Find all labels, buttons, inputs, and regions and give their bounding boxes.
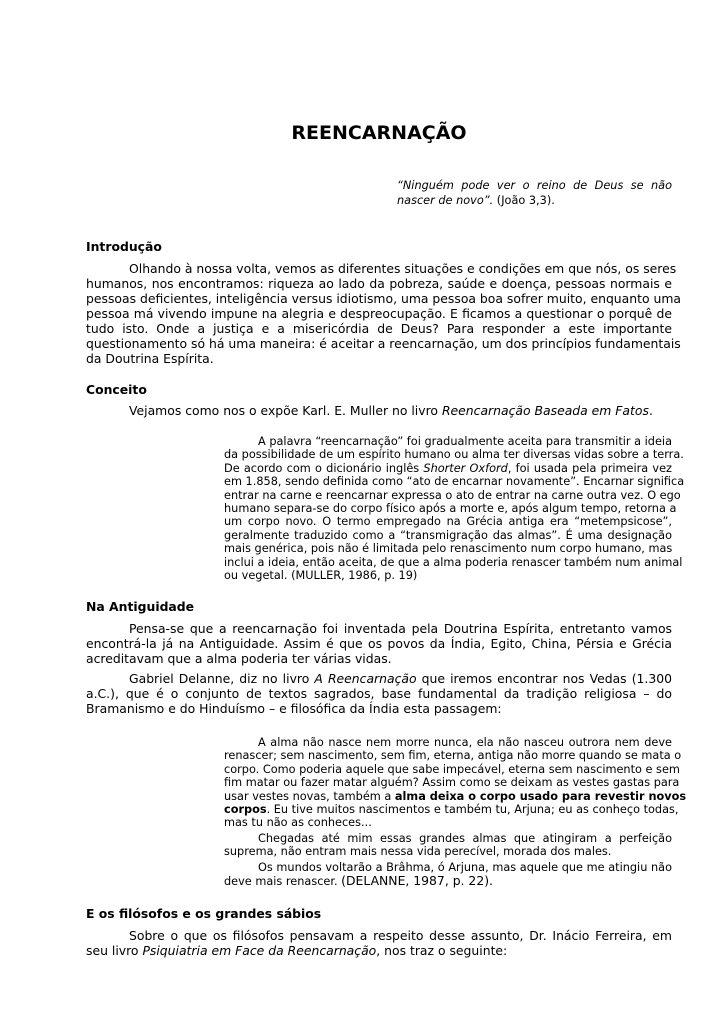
- quote-line: corpo. Como poderia aquele que sabe impecável, eterna sem nascimento e sem: [224, 762, 680, 776]
- text-line: seu livro: [86, 943, 143, 958]
- quote-line: mas tu não as conheces...: [224, 816, 372, 830]
- quote-line: ou vegetal. (MULLER, 1986, p. 19): [224, 569, 418, 583]
- quote-line: [224, 462, 672, 475]
- quote-line: [224, 874, 672, 888]
- block-quote-muller: [224, 435, 685, 583]
- text-line: que iremos encontrar nos Vedas (1.300: [416, 671, 672, 686]
- paragraph-introducao: [86, 261, 681, 366]
- quote-bold: corpos: [224, 803, 267, 817]
- quote-line: um corpo novo. O termo empregado na Grécia antiga era “metempsicose”,: [224, 515, 672, 529]
- quote-text: usar vestes novas, também a: [224, 789, 395, 803]
- text-line: encontrá-la já na Antiguidade. Assim é que os povos da Índia, Egito, China, Pérsia e Grécia: [86, 636, 672, 651]
- heading-conceito: Conceito: [86, 382, 147, 397]
- quote-line: A alma não nasce nem morre nunca, ela não nasceu outrora nem deve: [258, 736, 672, 749]
- quote-reference: (DELANNE, 1987, p. 22).: [341, 873, 493, 889]
- paragraph-antiguidade-2: [86, 671, 672, 716]
- quote-line: fim matar ou fazer matar alguém? Assim como se deixam as vestes gastas para: [224, 776, 680, 790]
- text-line: humanos, nos encontramos: riqueza ao lado da pobreza, saúde e doença, pessoas normais e: [86, 276, 672, 291]
- text-line: pessoa má vivendo impune na alegria e despreocupação. E ficamos a questionar o porquê de: [86, 306, 672, 321]
- text-line: [86, 943, 672, 958]
- quote-line: Os mundos voltarão a Brâhma, ó Arjuna, mas aquele que me atingiu não: [258, 860, 672, 874]
- text-line: a.C.), que é o conjunto de textos sagrados, base fundamental da tradição religiosa – do: [86, 686, 672, 701]
- epigraph-quote: “Ninguém pode ver o reino de Deus se não nascer de novo”.: [397, 179, 672, 207]
- epigraph: [397, 178, 672, 208]
- quote-line: Chegadas até mim essas grandes almas que atingiram a perfeição: [258, 831, 672, 845]
- quote-line: [224, 803, 679, 817]
- text-line: Gabriel Delanne, diz no livro: [129, 671, 315, 686]
- paragraph-antiguidade-1: [86, 621, 672, 666]
- paragraph-conceito: [86, 403, 672, 418]
- quote-line: entrar na carne e reencarnar expressa o ato de entrar na carne outra vez. O ego: [224, 488, 681, 502]
- book-title: Reencarnação Baseada em Fatos: [441, 403, 649, 418]
- book-title: Psiquiatria em Face da Reencarnação: [142, 943, 377, 958]
- quote-line: suprema, não entram mais nessa vida perecível, morada dos males.: [224, 845, 612, 859]
- dictionary-title: Shorter Oxford: [423, 461, 508, 475]
- paragraph-filosofos: [86, 928, 672, 958]
- text-line: Sobre o que os filósofos pensavam a respeito desse assunto, Dr. Inácio Ferreira, em: [129, 928, 672, 943]
- heading-antiguidade: Na Antiguidade: [86, 599, 195, 614]
- quote-line: inclui a ideia, então aceita, de que a alma poderia renascer também num animal: [224, 555, 683, 569]
- text-line: , nos traz o seguinte:: [376, 943, 508, 958]
- text-line: tudo isto. Onde a justiça e a misericórdia de Deus? Para responder a este importante: [86, 321, 672, 336]
- block-quote-vedas: [224, 736, 687, 889]
- quote-line: [224, 789, 687, 803]
- text-line: questionamento só há uma maneira: é aceitar a reencarnação, um dos princípios fundamentais: [86, 336, 681, 351]
- epigraph-reference: (João 3,3).: [496, 194, 555, 207]
- text-line: Vejamos como nos o expõe Karl. E. Muller no livro: [129, 403, 442, 418]
- text-line: .: [648, 403, 653, 418]
- text-line: Pensa-se que a reencarnação foi inventada pela Doutrina Espírita, entretanto vamos: [129, 621, 672, 636]
- page-title: REENCARNAÇÃO: [291, 122, 467, 144]
- quote-line: humano separa-se do corpo físico após a morte e, após algum tempo, retorna a: [224, 502, 677, 516]
- quote-line: em 1.858, sendo definida como “ato de encarnar novamente”. Encarnar significa: [224, 475, 685, 489]
- quote-text: . Eu tive muitos nascimentos e também tu, Arjuna; eu as conheço todas,: [266, 803, 679, 817]
- quote-text: , foi usada pela primeira vez: [507, 461, 672, 475]
- quote-text: deve mais renascer.: [224, 875, 338, 889]
- quote-line: geralmente traduzido como a “transmigração das almas”. É uma designação: [224, 528, 672, 542]
- quote-line: A palavra “reencarnação” foi gradualmente aceita para transmitir a ideia: [258, 435, 672, 448]
- quote-line: da possibilidade de um espírito humano ou alma ter diversas vidas sobre a terra.: [224, 448, 684, 462]
- heading-introducao: Introdução: [86, 239, 162, 254]
- text-line: pessoas deficientes, inteligência versus idiotismo, uma pessoa boa sofrer muito, enquanto uma: [86, 291, 681, 306]
- text-line: Bramanismo e do Hinduísmo – e filosófica da Índia esta passagem:: [86, 701, 502, 716]
- heading-filosofos: E os filósofos e os grandes sábios: [86, 906, 322, 921]
- text-line: acreditavam que a alma poderia ter várias vidas.: [86, 651, 392, 666]
- quote-text: De acordo com o dicionário inglês: [224, 461, 424, 475]
- quote-line: renascer; sem nascimento, sem fim, eterna, antiga não morre quando se mata o: [224, 749, 682, 763]
- text-line: Olhando à nossa volta, vemos as diferentes situações e condições em que nós, os seres: [129, 261, 677, 276]
- quote-bold: alma deixa o corpo usado para revestir novos: [394, 789, 687, 803]
- quote-line: mais genérica, pois não é limitada pelo renascimento num corpo humano, mas: [224, 542, 673, 556]
- book-title: A Reencarnação: [314, 671, 417, 686]
- text-line: da Doutrina Espírita.: [86, 351, 214, 366]
